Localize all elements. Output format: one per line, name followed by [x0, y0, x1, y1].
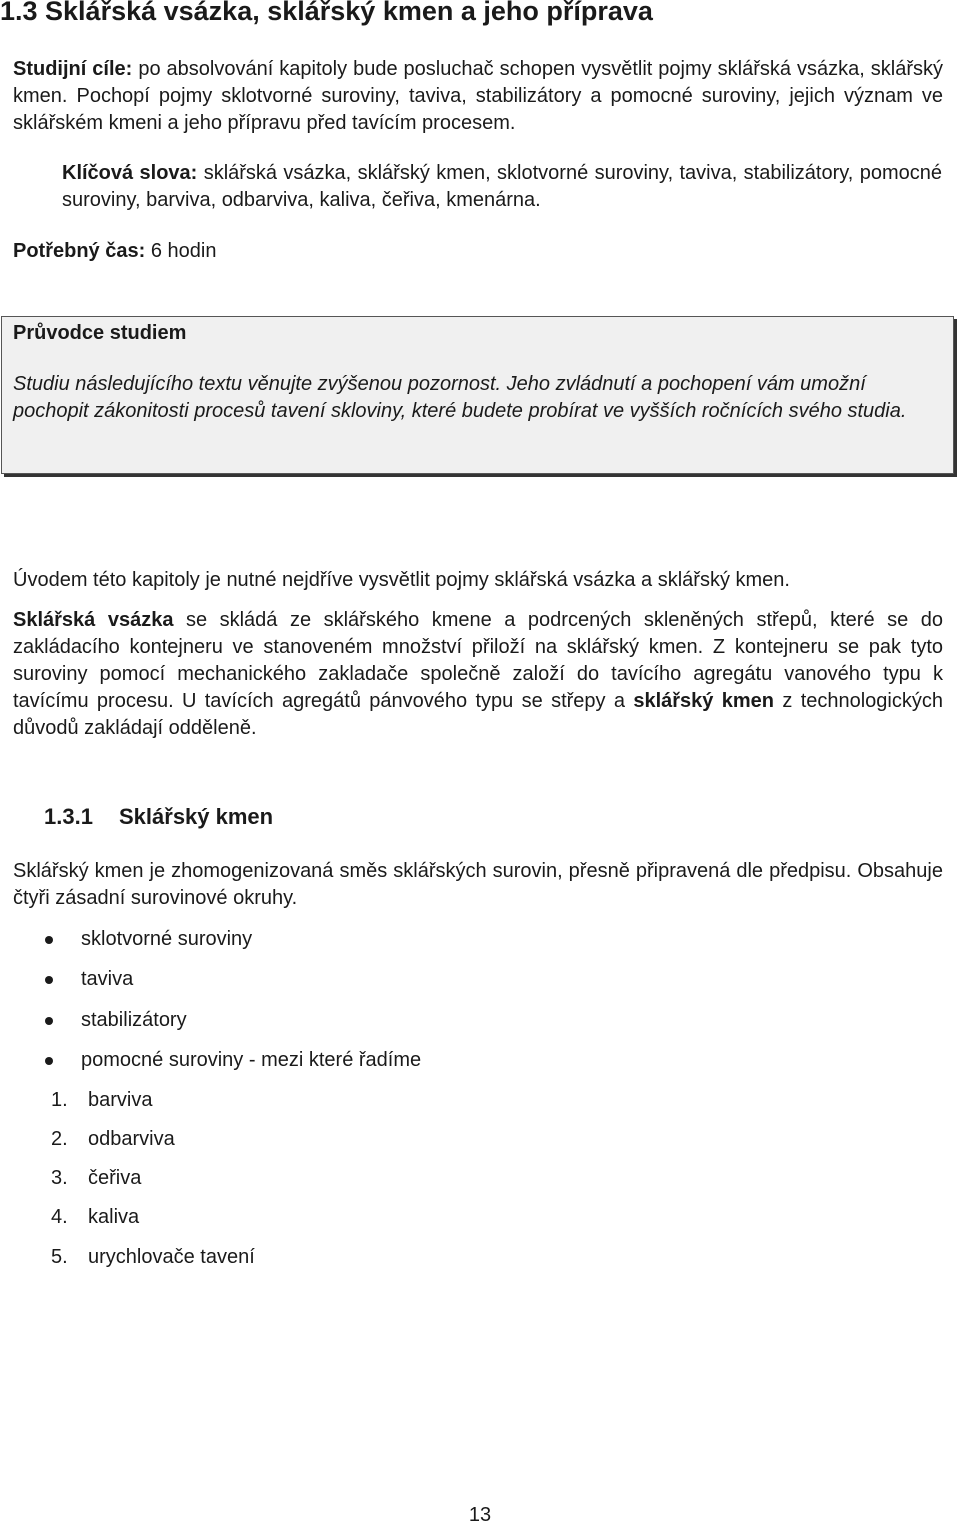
- bullet-icon: [45, 1017, 53, 1025]
- bullet-icon: [45, 936, 53, 944]
- time-text: 6 hodin: [145, 240, 217, 262]
- page-number: 13: [468, 1504, 492, 1526]
- subsection-title: Sklářský kmen: [119, 804, 274, 829]
- subsection-number: 1.3.1: [44, 804, 93, 829]
- kmen-paragraph: Sklářský kmen je zhomogenizovaná směs sklářských surovin, přesně připravená dle předpisu. Obsahuje čtyři zásadní surovinové okruhy.: [13, 860, 943, 909]
- chapter-heading: 1.3 Sklářská vsázka, sklářský kmen a jeho příprava: [0, 0, 653, 26]
- subsection-heading: [44, 804, 273, 830]
- batch-text-1: se skládá ze sklářského kmene a podrcených skleněných střepů, které se do zakládacího kontejneru ve stanoveném množství přiloží na sklářský kmen. Z kontejneru se pak tyto suroviny pomocí mechanického zakladače společně založí do tavícího agregátu vanového typu k tavícímu procesu. U tavících agregátů pánvového typu se střepy a: [13, 609, 943, 712]
- keywords-label: Klíčová slova:: [62, 162, 198, 184]
- time-paragraph: [13, 238, 943, 265]
- keywords-text: sklářská vsázka, sklářský kmen, sklotvorné suroviny, taviva, stabilizátory, pomocné suroviny, barviva, odbarviva, kaliva, čeřiva, kmenárna.: [62, 162, 942, 211]
- objectives-label: Studijní cíle:: [13, 58, 133, 80]
- kmen-term: sklářský kmen: [633, 690, 775, 712]
- objectives-paragraph: [13, 56, 943, 137]
- bullet-icon: [45, 976, 53, 984]
- batch-term: Sklářská vsázka: [13, 609, 174, 631]
- intro-paragraph: Úvodem této kapitoly je nutné nejdříve vysvětlit pojmy sklářská vsázka a sklářský kmen.: [13, 569, 790, 591]
- batch-text-2: z technologických důvodů zakládají odděleně.: [13, 690, 943, 739]
- study-guide-text: Studiu následujícího textu věnujte zvýšenou pozornost. Jeho zvládnutí a pochopení vám umožní pochopit zákonitosti procesů tavení skloviny, které budete probírat ve vyšších ročnících svého studia.: [13, 373, 907, 422]
- bullet-icon: [45, 1057, 53, 1065]
- objectives-text: po absolvování kapitoly bude posluchač schopen vysvětlit pojmy sklářská vsázka, sklářský kmen. Pochopí pojmy sklotvorné suroviny, taviva, stabilizátory a pomocné suroviny, jejich význam ve sklářském kmeni a jeho přípravu před tavícím procesem.: [13, 58, 943, 134]
- batch-paragraph: [13, 607, 943, 742]
- keywords-paragraph: [62, 160, 942, 214]
- study-guide-title: Průvodce studiem: [13, 322, 187, 344]
- time-label: Potřebný čas:: [13, 240, 146, 262]
